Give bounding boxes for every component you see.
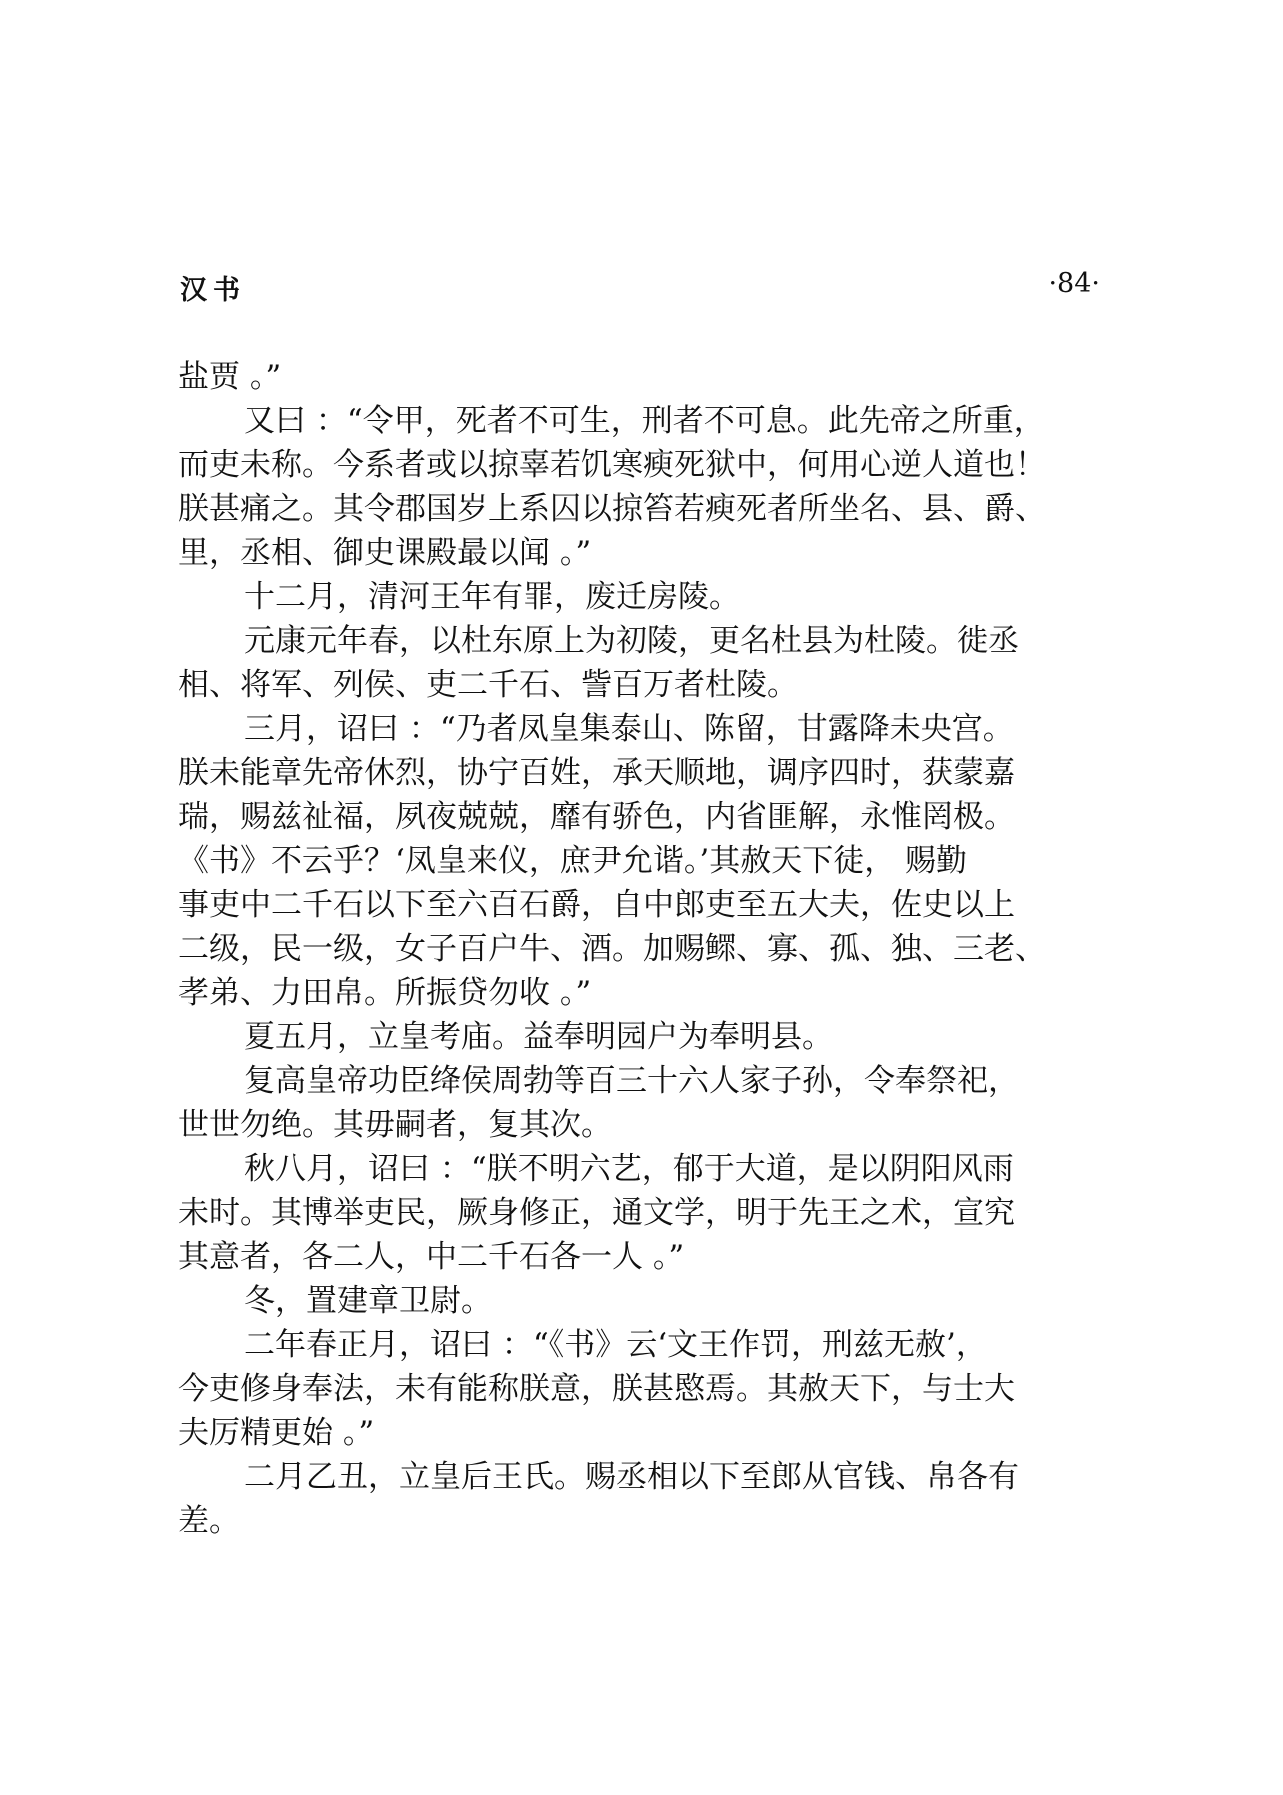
text-line: 元康元年春，以杜东原上为初陵，更名杜县为杜陵。徙丞 bbox=[244, 623, 1019, 659]
text-line: 二月乙丑，立皇后王氏。赐丞相以下至郎从官钱、帛各有 bbox=[244, 1459, 1019, 1495]
text-line: 二年春正月，诏曰 ：“《书》云‘文王作罚，刑兹无赦’， bbox=[244, 1327, 987, 1363]
body-text bbox=[178, 355, 1083, 1543]
text-line: 盐贾 。” bbox=[178, 359, 282, 395]
book-title: 汉书 bbox=[180, 275, 246, 306]
text-line: 朕甚痛之。其令郡国岁上系囚以掠笞若瘐死者所坐名、县、爵、 bbox=[178, 491, 1046, 527]
text-line: 里，丞相、御史课殿最以闻 。” bbox=[178, 535, 592, 571]
text-line: 孝弟、力田帛。所振贷勿收 。” bbox=[178, 975, 592, 1011]
text-line: 三月，诏曰 ：“乃者凤皇集泰山、陈留，甘露降未央宫。 bbox=[244, 711, 1014, 747]
text-line: 又曰 ：“令甲，死者不可生，刑者不可息。此先帝之所重， bbox=[244, 403, 1045, 439]
text-line: 冬，置建章卫尉。 bbox=[244, 1283, 492, 1319]
text-line: 秋八月，诏曰 ：“朕不明六艺，郁于大道，是以阴阳风雨 bbox=[244, 1151, 1014, 1187]
text-line: 复高皇帝功臣绛侯周勃等百三十六人家子孙，令奉祭祀， bbox=[244, 1063, 1019, 1099]
text-line: 差。 bbox=[178, 1503, 240, 1539]
text-line: 夏五月，立皇考庙。益奉明园户为奉明县。 bbox=[244, 1019, 833, 1055]
text-line: 相、将军、列侯、吏二千石、訾百万者杜陵。 bbox=[178, 667, 798, 703]
text-line: 夫厉精更始 。” bbox=[178, 1415, 375, 1451]
text-line: 《书》不云乎？‘凤皇来仪，庶尹允谐。’其赦天下徒， 赐勤 bbox=[178, 843, 968, 879]
page-header bbox=[180, 268, 1100, 318]
text-line: 朕未能章先帝休烈，协宁百姓，承天顺地，调序四时，获蒙嘉 bbox=[178, 755, 1015, 791]
text-line: 今吏修身奉法，未有能称朕意，朕甚愍焉。其赦天下，与士大 bbox=[178, 1371, 1015, 1407]
text-line: 其意者，各二人，中二千石各一人 。” bbox=[178, 1239, 685, 1275]
text-line: 瑞，赐兹祉福，夙夜兢兢，靡有骄色，内省匪解，永惟罔极。 bbox=[178, 799, 1015, 835]
text-line: 二级，民一级，女子百户牛、酒。加赐鳏、寡、孤、独、三老、 bbox=[178, 931, 1046, 967]
page-number: ·84· bbox=[1048, 268, 1100, 299]
text-line: 事吏中二千石以下至六百石爵，自中郎吏至五大夫，佐史以上 bbox=[178, 887, 1015, 923]
text-line: 未时。其博举吏民，厥身修正，通文学，明于先王之术，宣究 bbox=[178, 1195, 1015, 1231]
text-line: 世世勿绝。其毋嗣者，复其次。 bbox=[178, 1107, 612, 1143]
text-line: 而吏未称。今系者或以掠辜若饥寒瘐死狱中，何用心逆人道也！ bbox=[178, 447, 1046, 483]
text-line: 十二月，清河王年有罪，废迁房陵。 bbox=[244, 579, 740, 615]
